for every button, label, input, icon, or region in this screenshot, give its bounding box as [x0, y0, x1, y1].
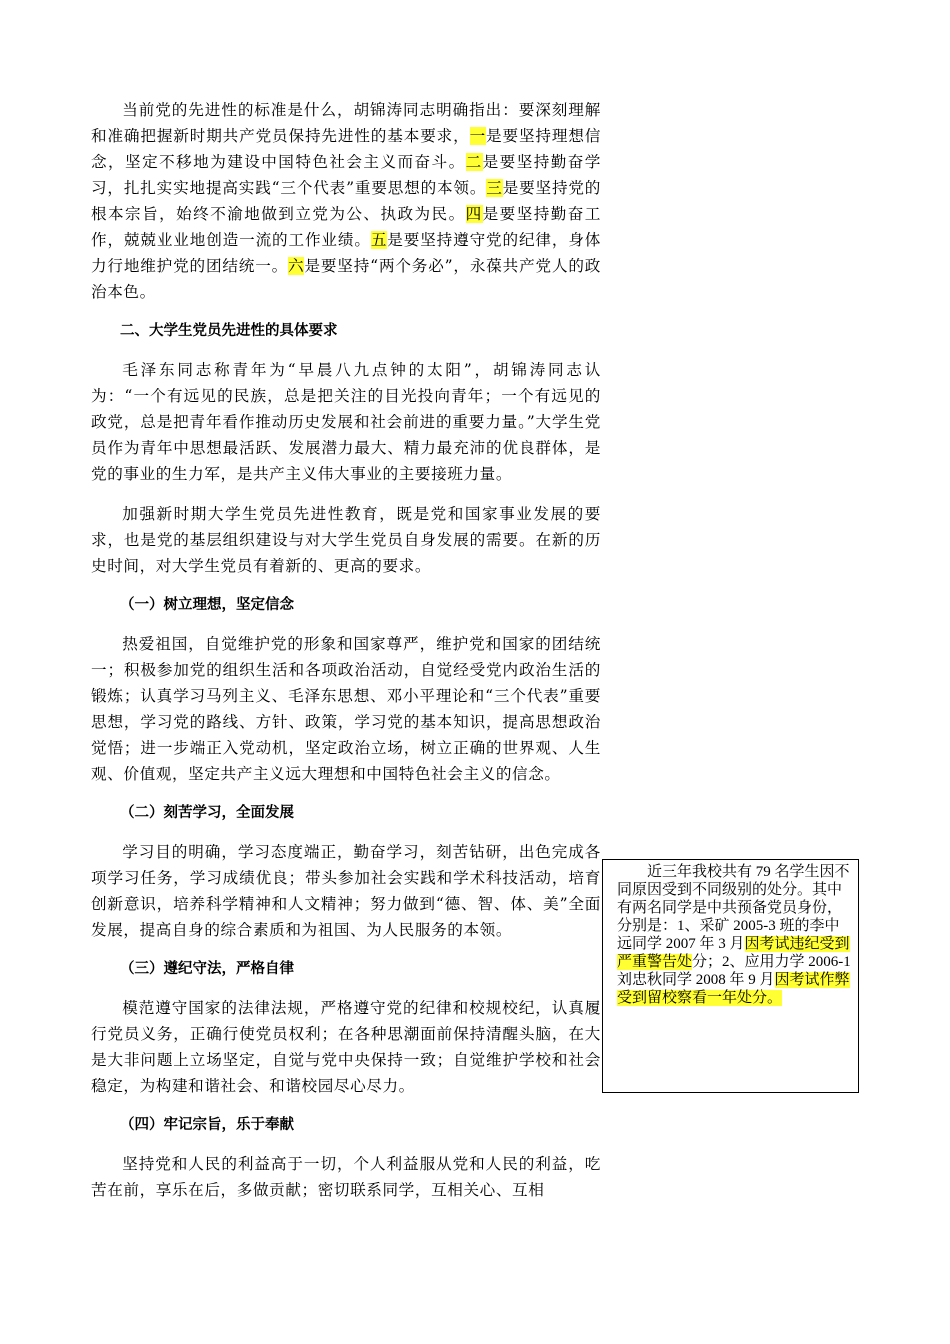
main-column [91, 97, 601, 1217]
highlight-three: 三 [486, 179, 503, 197]
highlight-four: 四 [465, 205, 483, 223]
paragraph-discipline: 模范遵守国家的法律法规，严格遵守党的纪律和校规校纪，认真履行党员义务，正确行使党员权利；在各种思潮面前保持清醒头脑，在大是大非问题上立场坚定，自觉与党中央保持一致；自觉维护学校和社会稳定，为构建和谐社会、和谐校园尽心尽力。 [91, 999, 601, 1095]
subheading-study: （二）刻苦学习，全面发展 [120, 805, 294, 821]
highlight-two: 二 [465, 153, 483, 171]
subheading-ideals: （一）树立理想，坚定信念 [120, 597, 294, 613]
paragraph-ideals: 热爱祖国，自觉维护党的形象和国家尊严，维护党和国家的团结统一；积极参加党的组织生活和各项政治活动，自觉经受党内政治生活的锻炼；认真学习马列主义、毛泽东思想、邓小平理论和“三个代表”重要思想，学习党的路线、方针、政策，学习党的基本知识，提高思想政治觉悟；进一步端正入党动机，坚定政治立场，树立正确的世界观、人生观、价值观，坚定共产主义远大理想和中国特色社会主义的信念。 [91, 635, 601, 783]
textbox-paragraph: 近三年我校共有 79 名学生因不同原因受到不同级别的处分。其中有两名同学是中共预备党员身份，分别是：1、采矿 2005-3 班的李中远同学 2007 年 3 月因考试违纪受到严重警告处分；2、应用力学 2006-1 刘忠秋同学 2008 年 9 月因考试作弊受到留校察看一年处分。 [617, 864, 851, 1006]
paragraph-dedication: 坚持党和人民的利益高于一切，个人利益服从党和人民的利益，吃苦在前，享乐在后，多做贡献；密切联系同学，互相关心、互相 [91, 1155, 601, 1199]
highlight-five: 五 [370, 231, 388, 249]
subheading-discipline: （三）遵纪守法，严格自律 [120, 961, 294, 977]
subheading-dedication: （四）牢记宗旨，乐于奉献 [120, 1117, 294, 1133]
paragraph-advanced-standard: 当前党的先进性的标准是什么，胡锦涛同志明确指出：要深刻理解和准确把握新时期共产党员保持先进性的基本要求，一是要坚持理想信念，坚定不移地为建设中国特色社会主义而奋斗。二是要坚持勤奋学习，扎扎实实地提高实践“三个代表”重要思想的本领。三是要坚持党的根本宗旨，始终不渝地做到立党为公、执政为民。四是要坚持勤奋工作，兢兢业业地创造一流的工作业绩。五是要坚持遵守党的纪律，身体力行地维护党的团结统一。六是要坚持“两个务必”，永葆共产党人的政治本色。 [91, 101, 601, 301]
section-heading: 二、大学生党员先进性的具体要求 [120, 323, 338, 339]
textbox-highlight-warning: 因考试违纪受到严重警告处 [617, 936, 850, 970]
highlight-one: 一 [469, 127, 487, 145]
discipline-case-textbox [602, 859, 859, 1093]
paragraph-education: 加强新时期大学生党员先进性教育，既是党和国家事业发展的要求，也是党的基层组织建设与对大学生党员自身发展的需要。在新的历史时间，对大学生党员有着新的、更高的要求。 [91, 505, 601, 575]
textbox-highlight-probation: 因考试作弊受到留校察看一年处分。 [617, 972, 850, 1006]
highlight-six: 六 [288, 257, 305, 275]
paragraph-study: 学习目的明确，学习态度端正，勤奋学习，刻苦钻研，出色完成各项学习任务，学习成绩优良；带头参加社会实践和学术科技活动，培育创新意识，培养科学精神和人文精神；努力做到“德、智、体、美”全面发展，提高自身的综合素质和为祖国、为人民服务的本领。 [91, 843, 601, 939]
paragraph-youth: 毛泽东同志称青年为“早晨八九点钟的太阳”，胡锦涛同志认为：“一个有远见的民族，总是把关注的目光投向青年；一个有远见的政党，总是把青年看作推动历史发展和社会前进的重要力量。”大学生党员作为青年中思想最活跃、发展潜力最大、精力最充沛的优良群体，是党的事业的生力军，是共产主义伟大事业的主要接班力量。 [91, 361, 601, 483]
